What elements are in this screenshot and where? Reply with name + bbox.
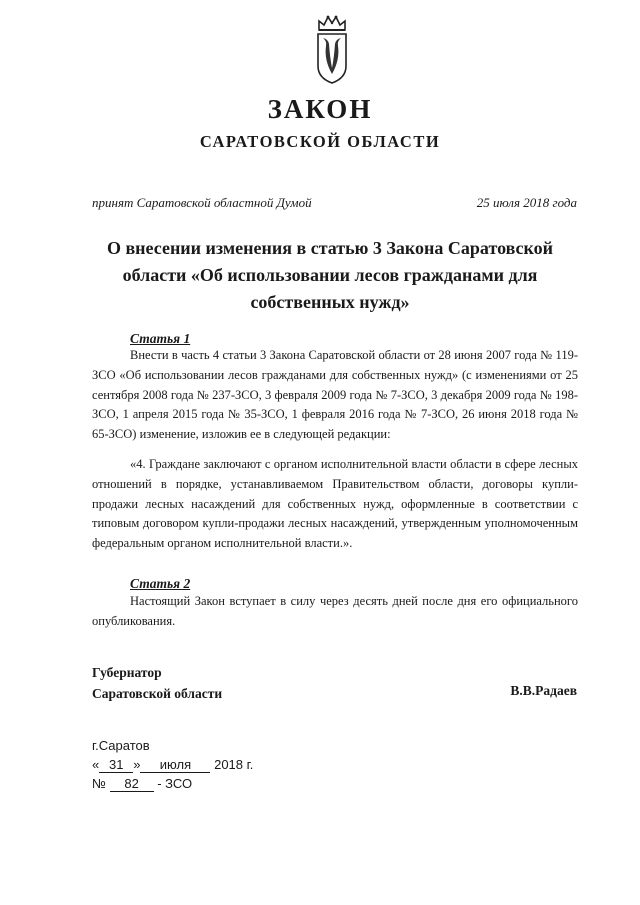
- article-1-paragraph-1: Внести в часть 4 статьи 3 Закона Саратовской области от 28 июня 2007 года № 119-ЗСО «Об использовании лесов гражданами для собственных нужд» (с изменениями от 25 сентября 2008 года № 237-ЗСО, 3 февраля 2009 года № 7-ЗСО, 3 декабря 2009 года № 198-ЗСО, 1 апреля 2015 года № 35-ЗСО, 1 февраля 2016 года № 7-ЗСО, 26 июня 2018 года № 65-ЗСО) изменение, изложив ее в следующей редакции:: [92, 348, 578, 442]
- adopted-by-text: принят Саратовской областной Думой: [92, 195, 312, 210]
- article-1-paragraph-2: «4. Граждане заключают с органом исполнительной власти области в сфере лесных отношений в порядке, устанавливаемом Правительством области, договоры купли-продажи лесных насаждений для собственных нужд, оформленные в соответствии с типовым договором купли-продажи лесных насаждений, утвержденным уполномоченным федеральным органом исполнительной власти.».: [92, 457, 578, 551]
- signing-date: [92, 755, 253, 774]
- adopted-date-text: 25 июля 2018 года: [476, 195, 577, 210]
- number-value: 82: [110, 777, 154, 792]
- date-close-quote: »: [133, 757, 141, 772]
- number-prefix: №: [92, 776, 106, 791]
- law-title: О внесении изменения в статью 3 Закона Саратовской области «Об использовании лесов гражданами для собственных нужд»: [106, 238, 554, 312]
- article-1-title: Статья 1: [130, 331, 191, 346]
- document-subtitle: САРАТОВСКОЙ ОБЛАСТИ: [199, 132, 441, 151]
- signing-details: [92, 736, 253, 793]
- law-number: [92, 774, 253, 793]
- article-2-title: Статья 2: [130, 576, 191, 591]
- date-open-quote: «: [92, 757, 100, 772]
- signing-city: г.Саратов: [92, 738, 150, 753]
- signatory-position: [92, 662, 222, 704]
- number-suffix: - ЗСО: [157, 776, 193, 791]
- article-2-paragraph-1: Настоящий Закон вступает в силу через десять дней после дня его официального опубликования.: [92, 594, 578, 628]
- date-day: 31: [99, 758, 133, 773]
- document-title: ЗАКОН: [267, 94, 373, 124]
- date-month: июля: [140, 758, 210, 773]
- coat-of-arms-icon: [310, 14, 354, 86]
- date-year: 2018 г.: [214, 757, 254, 772]
- signatory-position-line-1: Губернатор: [92, 665, 162, 680]
- signatory-name: В.В.Радаев: [510, 683, 577, 698]
- signatory-position-line-2: Саратовской области: [92, 686, 223, 701]
